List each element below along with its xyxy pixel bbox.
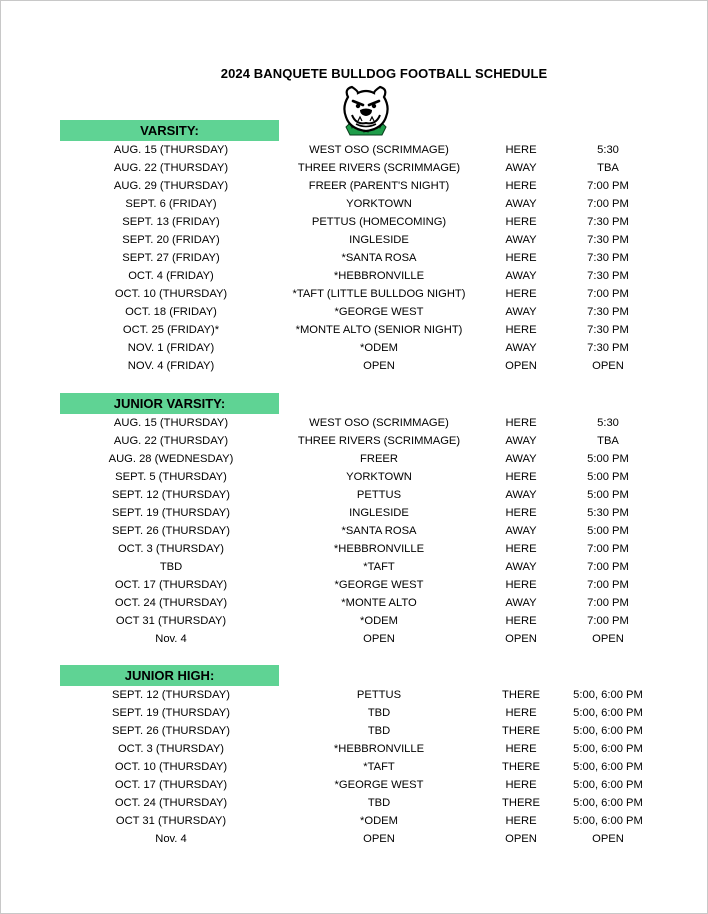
table-row	[1, 740, 708, 758]
location: AWAY	[505, 597, 537, 609]
game-time: 7:30 PM	[587, 234, 629, 246]
game-date: SEPT. 5 (THURSDAY)	[115, 471, 227, 483]
opponent: INGLESIDE	[349, 234, 409, 246]
opponent: PETTUS (HOMECOMING)	[311, 216, 447, 228]
location: AWAY	[505, 561, 537, 573]
game-time: 7:30 PM	[587, 216, 629, 228]
table-row	[1, 267, 708, 285]
game-time: 7:30 PM	[587, 270, 629, 282]
bulldog-mascot-icon	[336, 83, 396, 139]
opponent: THREE RIVERS (SCRIMMAGE)	[297, 162, 461, 174]
table-row	[1, 522, 708, 540]
opponent: OPEN	[363, 633, 395, 645]
section-header-junior-high: JUNIOR HIGH:	[60, 665, 279, 686]
game-time: 7:00 PM	[587, 180, 629, 192]
location: AWAY	[505, 525, 537, 537]
opponent: WEST OSO (SCRIMMAGE)	[309, 417, 449, 429]
location: AWAY	[505, 453, 537, 465]
table-row	[1, 195, 708, 213]
location: OPEN	[505, 633, 537, 645]
location: HERE	[505, 417, 537, 429]
game-time: 7:30 PM	[587, 324, 629, 336]
junior-varsity-schedule	[1, 414, 708, 648]
section-header-varsity: VARSITY:	[60, 120, 279, 141]
table-row	[1, 177, 708, 195]
location: HERE	[505, 815, 537, 827]
location: HERE	[505, 743, 537, 755]
table-row	[1, 776, 708, 794]
location: AWAY	[505, 198, 537, 210]
game-time: 5:00, 6:00 PM	[573, 725, 643, 737]
game-date: OCT. 18 (FRIDAY)	[125, 306, 217, 318]
table-row	[1, 540, 708, 558]
table-row	[1, 285, 708, 303]
table-row	[1, 303, 708, 321]
game-date: AUG. 15 (THURSDAY)	[113, 417, 229, 429]
opponent: INGLESIDE	[349, 507, 409, 519]
opponent: *MONTE ALTO (SENIOR NIGHT)	[295, 324, 463, 336]
game-date: AUG. 28 (WEDNESDAY)	[108, 453, 234, 465]
opponent: FREER	[360, 453, 398, 465]
game-time: OPEN	[592, 360, 624, 372]
opponent: *TAFT	[363, 561, 395, 573]
table-row	[1, 504, 708, 522]
game-date: SEPT. 26 (THURSDAY)	[112, 725, 230, 737]
game-date: SEPT. 26 (THURSDAY)	[112, 525, 230, 537]
game-time: 7:30 PM	[587, 306, 629, 318]
game-time: 7:00 PM	[587, 543, 629, 555]
table-row	[1, 357, 708, 375]
table-row	[1, 321, 708, 339]
game-date: OCT 31 (THURSDAY)	[115, 615, 227, 627]
table-row	[1, 414, 708, 432]
game-date: SEPT. 19 (THURSDAY)	[112, 507, 230, 519]
game-time: OPEN	[592, 833, 624, 845]
table-row	[1, 594, 708, 612]
table-row	[1, 722, 708, 740]
game-date: TBD	[159, 561, 183, 573]
game-date: AUG. 15 (THURSDAY)	[113, 144, 229, 156]
opponent: PETTUS	[356, 689, 402, 701]
game-date: OCT. 17 (THURSDAY)	[114, 779, 228, 791]
section-header-junior-varsity: JUNIOR VARSITY:	[60, 393, 279, 414]
opponent: *HEBBRONVILLE	[333, 270, 425, 282]
page-title: 2024 BANQUETE BULLDOG FOOTBALL SCHEDULE	[220, 66, 548, 81]
opponent: *SANTA ROSA	[341, 525, 417, 537]
location: THERE	[502, 725, 540, 737]
game-date: NOV. 1 (FRIDAY)	[127, 342, 215, 354]
opponent: *ODEM	[360, 342, 398, 354]
opponent: WEST OSO (SCRIMMAGE)	[309, 144, 449, 156]
game-date: SEPT. 12 (THURSDAY)	[112, 689, 230, 701]
location: AWAY	[505, 342, 537, 354]
table-row	[1, 686, 708, 704]
location: AWAY	[505, 306, 537, 318]
game-date: OCT. 10 (THURSDAY)	[114, 761, 228, 773]
opponent: *ODEM	[360, 815, 398, 827]
table-row	[1, 432, 708, 450]
game-time: 5:30	[597, 144, 619, 156]
table-row	[1, 213, 708, 231]
game-time: 5:00, 6:00 PM	[573, 779, 643, 791]
opponent: TBD	[367, 797, 391, 809]
table-row	[1, 231, 708, 249]
table-row	[1, 704, 708, 722]
opponent: *GEORGE WEST	[334, 779, 424, 791]
game-date: SEPT. 19 (THURSDAY)	[112, 707, 230, 719]
opponent: TBD	[367, 707, 391, 719]
table-row	[1, 612, 708, 630]
game-date: OCT. 17 (THURSDAY)	[114, 579, 228, 591]
location: OPEN	[505, 833, 537, 845]
game-time: 5:00 PM	[587, 453, 629, 465]
game-time: 5:00, 6:00 PM	[573, 797, 643, 809]
opponent: OPEN	[363, 360, 395, 372]
game-time: 5:00, 6:00 PM	[573, 707, 643, 719]
opponent: TBD	[367, 725, 391, 737]
opponent: *GEORGE WEST	[334, 579, 424, 591]
opponent: *HEBBRONVILLE	[333, 543, 425, 555]
location: AWAY	[505, 270, 537, 282]
game-date: NOV. 4 (FRIDAY)	[127, 360, 215, 372]
location: HERE	[505, 288, 537, 300]
location: AWAY	[505, 162, 537, 174]
location: HERE	[505, 579, 537, 591]
game-date: AUG. 22 (THURSDAY)	[113, 162, 229, 174]
table-row	[1, 159, 708, 177]
location: HERE	[505, 707, 537, 719]
game-time: 7:00 PM	[587, 198, 629, 210]
location: HERE	[505, 507, 537, 519]
table-row	[1, 468, 708, 486]
game-date: SEPT. 27 (FRIDAY)	[122, 252, 220, 264]
game-time: 5:00, 6:00 PM	[573, 689, 643, 701]
game-time: 5:00 PM	[587, 471, 629, 483]
location: AWAY	[505, 489, 537, 501]
game-date: OCT. 4 (FRIDAY)	[128, 270, 214, 282]
game-date: OCT 31 (THURSDAY)	[115, 815, 227, 827]
location: HERE	[505, 471, 537, 483]
game-time: TBA	[597, 435, 619, 447]
game-time: 5:30 PM	[587, 507, 629, 519]
table-row	[1, 249, 708, 267]
game-date: Nov. 4	[155, 833, 187, 845]
table-row	[1, 794, 708, 812]
location: HERE	[505, 180, 537, 192]
opponent: THREE RIVERS (SCRIMMAGE)	[297, 435, 461, 447]
varsity-schedule	[1, 141, 708, 375]
opponent: *ODEM	[360, 615, 398, 627]
opponent: *MONTE ALTO	[341, 597, 417, 609]
table-row	[1, 486, 708, 504]
game-date: Nov. 4	[155, 633, 187, 645]
location: AWAY	[505, 435, 537, 447]
game-date: AUG. 22 (THURSDAY)	[113, 435, 229, 447]
location: HERE	[505, 615, 537, 627]
table-row	[1, 558, 708, 576]
game-time: 5:00 PM	[587, 525, 629, 537]
game-time: 7:00 PM	[587, 579, 629, 591]
game-date: AUG. 29 (THURSDAY)	[113, 180, 229, 192]
table-row	[1, 141, 708, 159]
game-time: 5:30	[597, 417, 619, 429]
table-row	[1, 812, 708, 830]
opponent: OPEN	[363, 833, 395, 845]
game-date: SEPT. 6 (FRIDAY)	[125, 198, 217, 210]
location: HERE	[505, 252, 537, 264]
game-date: SEPT. 13 (FRIDAY)	[122, 216, 220, 228]
location: HERE	[505, 144, 537, 156]
game-time: 7:30 PM	[587, 342, 629, 354]
game-time: 5:00, 6:00 PM	[573, 815, 643, 827]
location: HERE	[505, 324, 537, 336]
game-time: 7:00 PM	[587, 561, 629, 573]
location: OPEN	[505, 360, 537, 372]
location: HERE	[505, 216, 537, 228]
game-time: TBA	[597, 162, 619, 174]
game-date: OCT. 25 (FRIDAY)*	[122, 324, 220, 336]
opponent: *TAFT	[363, 761, 395, 773]
game-date: OCT. 24 (THURSDAY)	[114, 797, 228, 809]
game-time: OPEN	[592, 633, 624, 645]
game-time: 5:00 PM	[587, 489, 629, 501]
opponent: *TAFT (LITTLE BULLDOG NIGHT)	[292, 288, 466, 300]
opponent: *SANTA ROSA	[341, 252, 417, 264]
table-row	[1, 339, 708, 357]
game-time: 7:00 PM	[587, 615, 629, 627]
location: THERE	[502, 689, 540, 701]
game-date: OCT. 3 (THURSDAY)	[117, 743, 225, 755]
table-row	[1, 576, 708, 594]
game-date: SEPT. 20 (FRIDAY)	[122, 234, 220, 246]
opponent: PETTUS	[356, 489, 402, 501]
opponent: *GEORGE WEST	[334, 306, 424, 318]
table-row	[1, 630, 708, 648]
game-date: OCT. 10 (THURSDAY)	[114, 288, 228, 300]
game-date: OCT. 24 (THURSDAY)	[114, 597, 228, 609]
game-date: SEPT. 12 (THURSDAY)	[112, 489, 230, 501]
location: AWAY	[505, 234, 537, 246]
opponent: *HEBBRONVILLE	[333, 743, 425, 755]
location: THERE	[502, 797, 540, 809]
game-time: 5:00, 6:00 PM	[573, 743, 643, 755]
location: HERE	[505, 779, 537, 791]
location: THERE	[502, 761, 540, 773]
table-row	[1, 830, 708, 848]
location: HERE	[505, 543, 537, 555]
junior-high-schedule	[1, 686, 708, 848]
opponent: FREER (PARENT'S NIGHT)	[308, 180, 450, 192]
game-time: 7:00 PM	[587, 597, 629, 609]
game-date: OCT. 3 (THURSDAY)	[117, 543, 225, 555]
opponent: YORKTOWN	[346, 471, 412, 483]
opponent: YORKTOWN	[346, 198, 412, 210]
game-time: 7:00 PM	[587, 288, 629, 300]
game-time: 5:00, 6:00 PM	[573, 761, 643, 773]
table-row	[1, 758, 708, 776]
table-row	[1, 450, 708, 468]
game-time: 7:30 PM	[587, 252, 629, 264]
